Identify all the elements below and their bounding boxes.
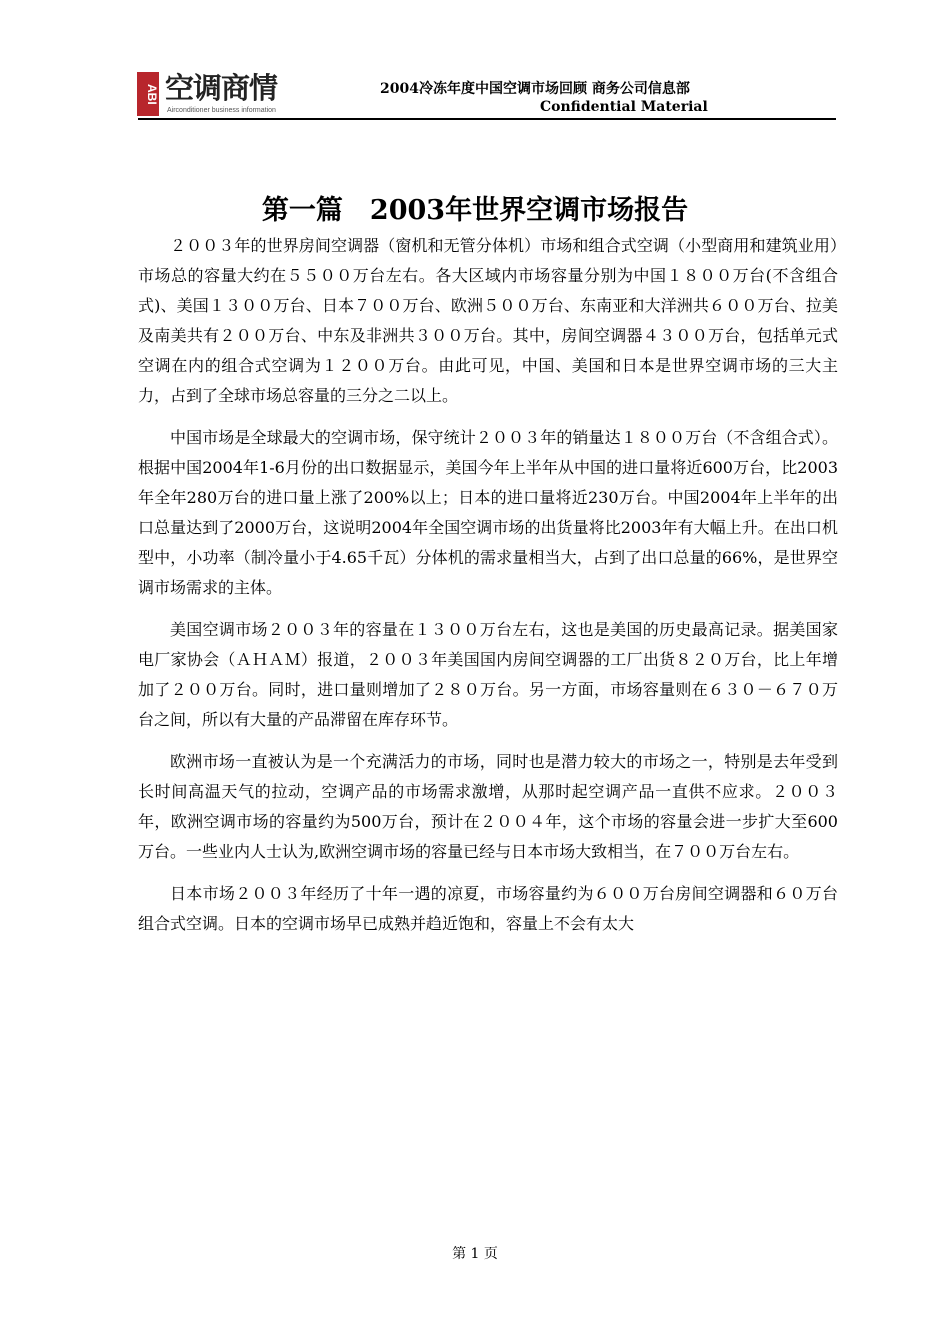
logo-subtitle: Airconditioner business information [167,107,276,114]
paragraph: 美国空调市场２００３年的容量在１３００万台左右，这也是美国的历史最高记录。据美国家电厂家协会（ＡＨＡＭ）报道，２００３年美国国内房间空调器的工厂出货８２０万台，比上年增加了２００万台。同时，进口量则增加了２８０万台。另一方面，市场容量则在６３０－６７０万台之间，所以有大量的产品滞留在库存环节。 [138,620,838,729]
document-body [138,231,838,951]
page-title: 第一篇 2003年世界空调市场报告 [261,195,689,226]
paragraph: 欧洲市场一直被认为是一个充满活力的市场，同时也是潜力较大的市场之一，特别是去年受到长时间高温天气的拉动，空调产品的市场需求激增，从那时起空调产品一直供不应求。２００３年，欧洲空调市场的容量约为500万台，预计在２００４年，这个市场的容量会进一步扩大至600万台。一些业内人士认为,欧洲空调市场的容量已经与日本市场大致相当，在７００万台左右。 [138,752,838,861]
logo-mark: ABI [137,72,159,116]
header-confidential: Confidential Material [540,99,708,115]
paragraph: 日本市场２００３年经历了十年一遇的凉夏，市场容量约为６００万台房间空调器和６０万台组合式空调。日本的空调市场早已成熟并趋近饱和，容量上不会有太大 [138,884,838,933]
paragraph: ２００３年的世界房间空调器（窗机和无管分体机）市场和组合式空调（小型商用和建筑业用）市场总的容量大约在５５００万台左右。各大区域内市场容量分别为中国１８００万台(不含组合式)、美国１３００万台、日本７００万台、欧洲５００万台、东南亚和大洋洲共６００万台、拉美及南美共有２００万台、中东及非洲共３００万台。其中，房间空调器４３００万台，包括单元式空调在内的组合式空调为１２００万台。由此可见，中国、美国和日本是世界空调市场的三大主力，占到了全球市场总容量的三分之二以上。 [138,236,838,405]
header-title: 2004冷冻年度中国空调市场回顾 商务公司信息部 [380,81,690,97]
page-number: 第 1 页 [452,1246,498,1262]
header-divider [138,118,836,120]
company-logo [137,70,292,122]
logo-name: 空调商情 [165,71,278,105]
paragraph: 中国市场是全球最大的空调市场，保守统计２００３年的销量达１８００万台（不含组合式）。根据中国2004年1-6月份的出口数据显示，美国今年上半年从中国的进口量将近600万台，比2003年全年280万台的进口量上涨了200%以上；日本的进口量将近230万台。中国2004年上半年的出口总量达到了2000万台，这说明2004年全国空调市场的出货量将比2003年有大幅上升。在出口机型中，小功率（制冷量小于4.65千瓦）分体机的需求量相当大，占到了出口总量的66%，是世界空调市场需求的主体。 [138,428,838,597]
